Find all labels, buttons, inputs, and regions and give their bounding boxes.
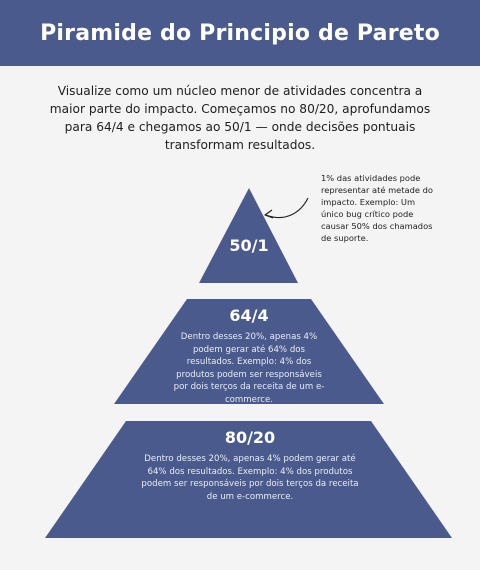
curved-arrow-icon: [266, 198, 308, 218]
tier-middle-description: Dentro desses 20%, apenas 4% podem gerar até 64% dos resultados. Exemplo: 4% dos produtos podem ser responsáveis por dois terços da receita de um e-commerce.: [173, 332, 325, 405]
page-title: Piramide do Principio de Pareto: [40, 20, 440, 46]
tier-bottom-label: 80/20: [224, 428, 276, 447]
intro-text: Visualize como um núcleo menor de atividades concentra a maior parte do impacto. Começamos no 80/20, aprofundamos para 64/4 e chegamos ao 50/1 — onde decisões pontuais transformam resultados.: [49, 84, 431, 152]
tier-middle-text: [170, 306, 328, 406]
tier-bottom-text: [136, 428, 364, 503]
tier-bottom-description: Dentro desses 20%, apenas 4% podem gerar até 64% dos resultados. Exemplo: 4% dos produtos podem ser responsáveis por dois terços da receita de um e-commerce.: [141, 454, 359, 502]
tier-top-text: [199, 236, 299, 255]
tier-middle-label: 64/4: [229, 306, 269, 325]
callout-text: 1% das atividades pode representar até metade do impacto. Exemplo: Um único bug crítico pode causar 50% dos chamados de suporte.: [321, 173, 433, 243]
tier-top-label: 50/1: [229, 236, 269, 255]
